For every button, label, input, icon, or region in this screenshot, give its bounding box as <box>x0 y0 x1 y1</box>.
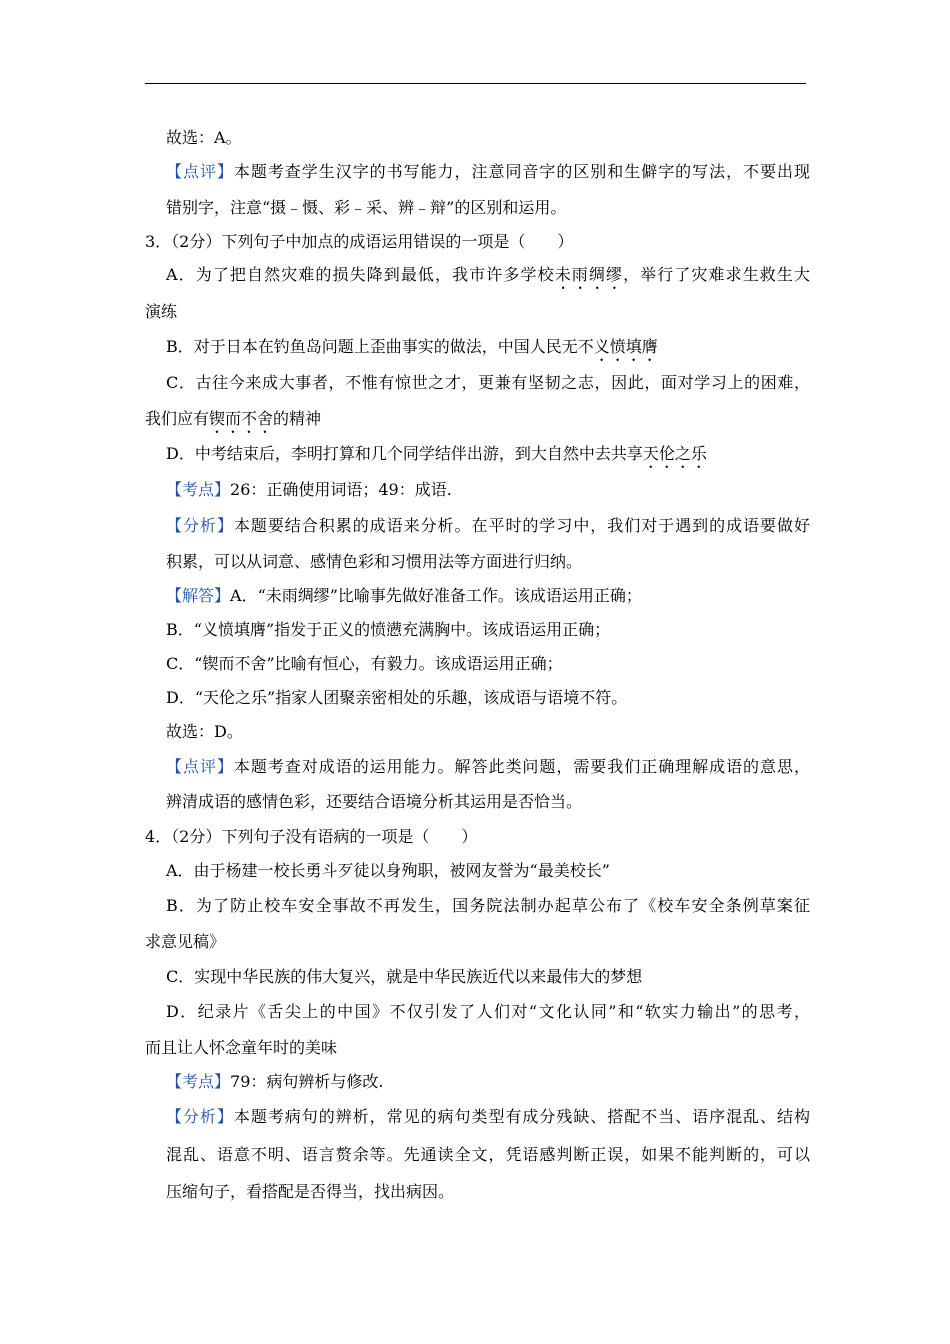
q3-option-c-cont <box>145 409 810 437</box>
q3-stem: 3．（2分）下列句子中加点的成语运用错误的一项是（ ） <box>145 232 574 251</box>
q4-fenxi-line1 <box>166 1107 810 1127</box>
q3-option-a-cont: 演练 <box>145 302 178 321</box>
q4-stem: 4．（2分）下列句子没有语病的一项是（ ） <box>145 827 478 846</box>
q4-option-c: C．实现中华民族的伟大复兴，就是中华民族近代以来最伟大的梦想 <box>166 967 643 986</box>
q4-fenxi-text: 本题考病句的辨析，常见的病句类型有成分残缺、搭配不当、语序混乱、结构 <box>233 1107 810 1126</box>
q3-fenxi-text: 本题要结合积累的成语来分析。在平时的学习中，我们对于遇到的成语要做好 <box>233 516 810 535</box>
q3-jieda-a-text: A．“未雨绸缪”比喻事先做好准备工作。该成语运用正确； <box>230 586 642 605</box>
q4-fenxi-line2: 混乱、语意不明、语言赘余等。先通读全文，凭语感判断正误，如果不能判断的，可以 <box>166 1145 810 1164</box>
q4-option-d: D．纪录片《舌尖上的中国》不仅引发了人们对“文化认同”和“软实力输出”的思考， <box>166 1002 810 1021</box>
fenxi-tag: 【分析】 <box>166 1107 234 1126</box>
q3-comment-text: 本题考查对成语的运用能力。解答此类问题，需要我们正确理解成语的意思， <box>233 757 810 776</box>
q3-kaodian-text: 26：正确使用词语；49：成语. <box>230 480 452 499</box>
q3-b-pre: B．对于日本在钓鱼岛问题上歪曲事实的做法，中国人民无不 <box>166 337 594 356</box>
q4-option-a: A．由于杨建一校长勇斗歹徒以身殉职，被网友誉为“最美校长” <box>166 861 610 880</box>
q3-jieda-b: B．“义愤填膺”指发于正义的愤懑充满胸中。该成语运用正确； <box>166 620 611 639</box>
fenxi-tag: 【分析】 <box>166 516 234 535</box>
q3-comment-line2: 辨清成语的感情色彩，还要结合语境分析其运用是否恰当。 <box>166 792 583 811</box>
q3-jieda-a <box>166 586 810 606</box>
q3-d-idiom: 天伦之乐 <box>642 444 707 463</box>
q3-comment-line1 <box>166 757 810 777</box>
q4-option-b: B．为了防止校车安全事故不再发生，国务院法制办起草公布了《校车安全条例草案征 <box>166 896 810 915</box>
q3-option-b <box>166 337 810 365</box>
kaodian-tag: 【考点】 <box>166 480 231 499</box>
q2-comment-text: 本题考查学生汉字的书写能力，注意同音字的区别和生僻字的写法，不要出现 <box>233 162 810 181</box>
kaodian-tag: 【考点】 <box>166 1072 231 1091</box>
q3-fenxi-line1 <box>166 516 810 536</box>
q2-comment-line1 <box>166 162 810 182</box>
q3-kaodian <box>166 480 810 500</box>
q2-answer: 故选：A。 <box>166 128 242 147</box>
jieda-tag: 【解答】 <box>166 586 231 605</box>
q4-option-b-cont: 求意见稿》 <box>145 932 226 951</box>
q3-jieda-c: C．“锲而不舍”比喻有恒心，有毅力。该成语运用正确； <box>166 654 563 673</box>
q3-b-idiom: 义愤填膺 <box>593 337 658 356</box>
q3-answer: 故选：D。 <box>166 722 243 741</box>
q3-a-pre: A．为了把自然灾难的损失降到最低，我市许多学校 <box>166 265 555 284</box>
q3-jieda-d: D．“天伦之乐”指家人团聚亲密相处的乐趣，该成语与语境不符。 <box>166 688 628 707</box>
comment-tag: 【点评】 <box>166 757 234 776</box>
q3-d-pre: D．中考结束后，李明打算和几个同学结伴出游，到大自然中去共享 <box>166 444 643 463</box>
q3-a-idiom: 未雨绸缪 <box>554 265 624 284</box>
q3-a-post: ，举行了灾难求生救生大 <box>623 265 810 284</box>
q3-option-d <box>166 444 810 472</box>
comment-tag: 【点评】 <box>166 162 234 181</box>
q4-option-d-cont: 而且让人怀念童年时的美味 <box>145 1038 338 1057</box>
q3-c-idiom: 锲而不舍 <box>209 409 274 428</box>
q4-kaodian-text: 79：病句辨析与修改. <box>230 1072 384 1091</box>
header-rule <box>145 83 806 84</box>
q4-kaodian <box>166 1072 810 1092</box>
q3-fenxi-line2: 积累，可以从词意、感情色彩和习惯用法等方面进行归纳。 <box>166 552 583 571</box>
q4-fenxi-line3: 压缩句子，看搭配是否得当，找出病因。 <box>166 1182 455 1201</box>
q3-option-c: C．古往今来成大事者，不惟有惊世之才，更兼有坚韧之志，因此，面对学习上的困难， <box>166 373 810 392</box>
q3-c-post: 的精神 <box>273 409 322 428</box>
q2-comment-line2: 错别字，注意“摄﹣慑、彩﹣采、辨﹣辩”的区别和运用。 <box>166 198 567 217</box>
q3-c-pre: 我们应有 <box>145 409 210 428</box>
q3-option-a <box>166 265 810 293</box>
